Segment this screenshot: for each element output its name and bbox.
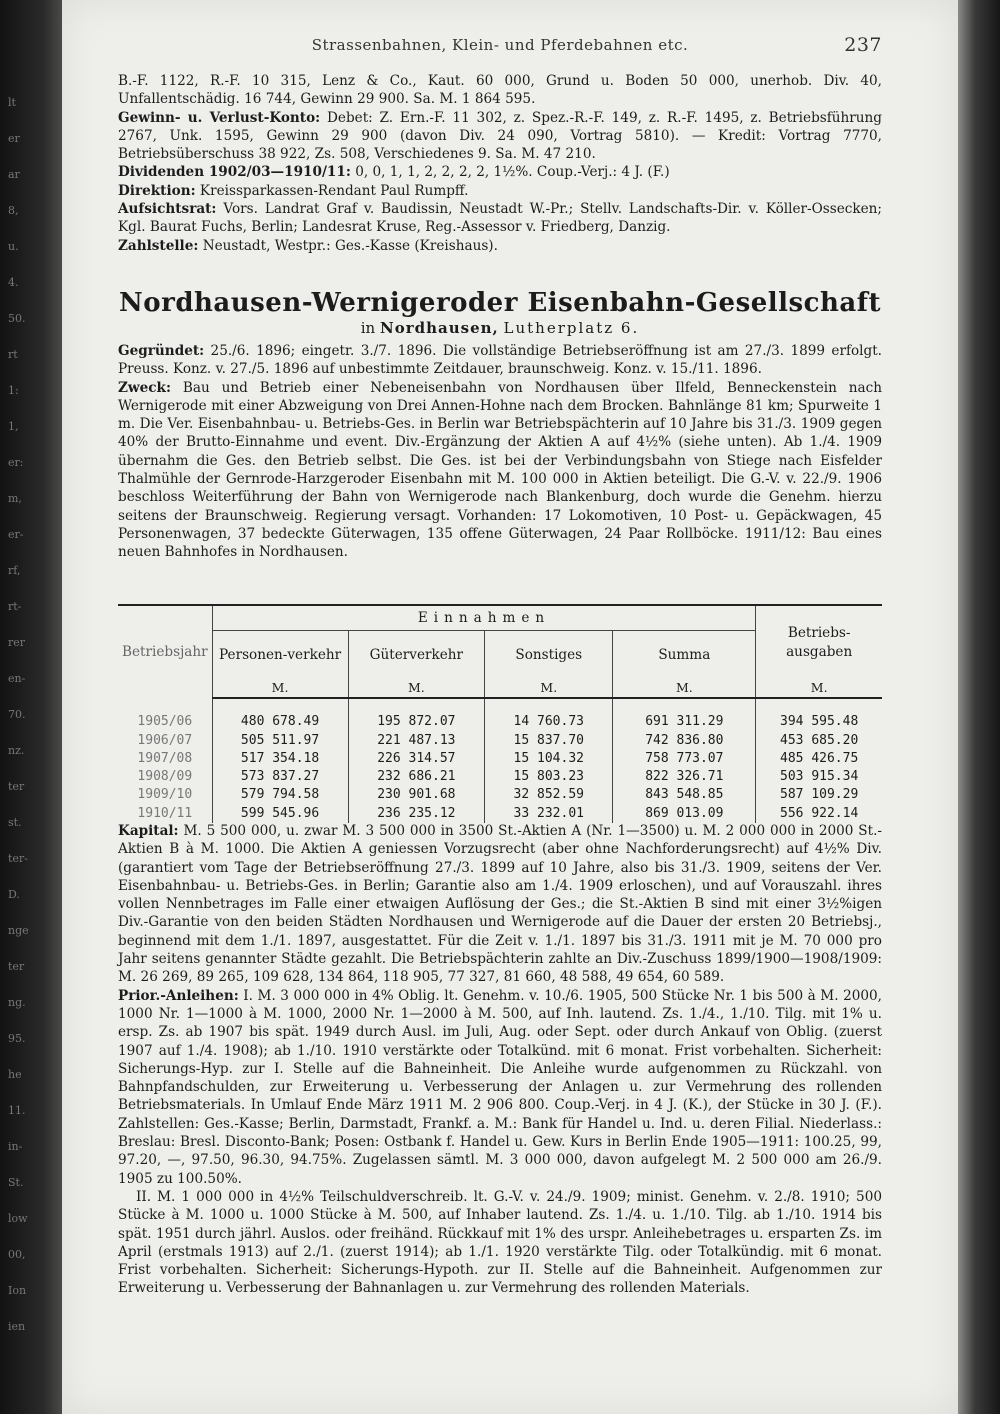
- margin-fragment: 70.: [8, 708, 26, 721]
- cell-summa: 843 548.85: [613, 786, 756, 804]
- page-number: 237: [844, 34, 882, 56]
- revenue-table-wrap: [118, 604, 882, 823]
- margin-fragment: ng.: [8, 996, 26, 1009]
- zweck-paragraph: [118, 379, 882, 562]
- prev-balance-lines: B.-F. 1122, R.-F. 10 315, Lenz & Co., Kaut. 60 000, Grund u. Boden 50 000, unerhob. Div. 40, Unfallentschädig. 16 744, Gewinn 29 900. Sa. M. 1 864 595.: [118, 73, 882, 108]
- prev-gewinn-verlust: [118, 109, 882, 164]
- margin-fragment: in-: [8, 1140, 23, 1153]
- zs-text: Neustadt, Westpr.: Ges.-Kasse (Kreishaus).: [202, 237, 498, 254]
- cell-sonstiges: 15 104.32: [485, 750, 613, 768]
- cell-personen: 573 837.27: [212, 768, 348, 786]
- margin-fragment: er-: [8, 528, 24, 541]
- prev-dividenden: [118, 163, 882, 181]
- margin-fragment: low: [8, 1212, 28, 1225]
- margin-fragment: he: [8, 1068, 22, 1081]
- div-label: Dividenden 1902/03—1910/11:: [118, 164, 351, 181]
- company-entry: [118, 288, 882, 562]
- margin-fragment: 1,: [8, 420, 19, 433]
- cell-year: 1906/07: [137, 732, 193, 748]
- previous-entry: [118, 72, 882, 255]
- cell-summa: 869 013.09: [613, 805, 756, 823]
- cell-personen: 517 354.18: [212, 750, 348, 768]
- table-row: [118, 805, 882, 823]
- header-title: Strassenbahnen, Klein- und Pferdebahnen etc.: [311, 36, 689, 54]
- margin-fragment: m,: [8, 492, 22, 505]
- cell-ausgaben: 453 685.20: [756, 732, 882, 750]
- table-row: [118, 786, 882, 804]
- margin-fragment: St.: [8, 1176, 24, 1189]
- cell-sonstiges: 15 803.23: [485, 768, 613, 786]
- margin-fragment: rt-: [8, 600, 22, 613]
- cell-sonstiges: 14 760.73: [485, 698, 613, 731]
- cell-personen: 599 545.96: [212, 805, 348, 823]
- unit-personen: M.: [212, 679, 348, 698]
- ar-text: Vors. Landrat Graf v. Baudissin, Neustadt W.-Pr.; Stellv. Landschafts-Dir. v. Köller-Ossecken; Kgl. Baurat Fuchs, Berlin; Landesrat Kruse, Reg.-Assessor v. Friedberg, Danzig.: [118, 201, 882, 236]
- margin-fragment: nz.: [8, 744, 25, 757]
- cell-ausgaben: 394 595.48: [756, 698, 882, 731]
- cell-ausgaben: 485 426.75: [756, 750, 882, 768]
- zs-label: Zahlstelle:: [118, 237, 199, 254]
- margin-fragment: 95.: [8, 1032, 26, 1045]
- margin-fragment: rf,: [8, 564, 21, 577]
- margin-fragment: 00,: [8, 1248, 26, 1261]
- col-header-personen: Personen-verkehr: [212, 631, 348, 680]
- table-row: [118, 750, 882, 768]
- margin-fragment: rt: [8, 348, 18, 361]
- capital-entry: [118, 822, 882, 1298]
- gegr-label: Gegründet:: [118, 343, 205, 359]
- margin-fragment: en-: [8, 672, 26, 685]
- cell-summa: 742 836.80: [613, 732, 756, 750]
- location-prefix: in: [360, 319, 376, 337]
- running-header: [118, 36, 882, 58]
- revenue-table-body: [118, 698, 882, 823]
- col-header-gueter: Güterverkehr: [348, 631, 485, 680]
- cell-year: 1905/06: [137, 713, 193, 729]
- gegr-text: 25./6. 1896; eingetr. 3./7. 1896. Die vollständige Betriebseröffnung ist am 27./3. 1899 erfolgt. Preuss. Konz. v. 27./5. 1896 auf unbestimmte Zeitdauer, braunschweig. Konz. v. 15./11. 1896.: [118, 343, 883, 378]
- cell-year: 1908/09: [137, 769, 193, 785]
- div-text: 0, 0, 1, 1, 2, 2, 2, 2, 1½%. Coup.-Verj.: 4 J. (F.): [355, 164, 670, 181]
- cell-gueter: 236 235.12: [348, 805, 485, 823]
- kapital-paragraph: [118, 822, 882, 987]
- kapital-label: Kapital:: [118, 823, 179, 839]
- margin-fragment: 50.: [8, 312, 26, 325]
- prior-paragraph-1: [118, 987, 882, 1188]
- cell-year: 1909/10: [137, 787, 193, 803]
- col-header-year: Betriebsjahr: [118, 605, 212, 698]
- ar-label: Aufsichtsrat:: [118, 201, 217, 218]
- cell-personen: 579 794.58: [212, 786, 348, 804]
- margin-fragment: ien: [8, 1320, 26, 1333]
- cell-gueter: 195 872.07: [348, 698, 485, 731]
- cell-year: 1910/11: [137, 805, 193, 821]
- gegruendet-paragraph: [118, 342, 882, 379]
- cell-gueter: 226 314.57: [348, 750, 485, 768]
- prior-text-1: I. M. 3 000 000 in 4% Oblig. lt. Genehm. v. 10./6. 1905, 500 Stücke Nr. 1 bis 500 à M. 2000, 1000 Nr. 1—1000 à M. 1000, 2000 Nr. 1—2000 à M. 500, auf Inh. lautend. Zs. 1./4., 1./10. Tilg. mit 1% u. ersp. Zs. ab 1907 bis spät. 1949 durch Ausl. im Juli, Aug. oder Sept. oder durch Ankauf von Oblig. (zuerst 1907 auf 1./4. 1908); ab 1./10. 1910 verstärkte oder Totalkünd. mit 6 monat. Frist vorbehalten. Sicherheit: Sicherungs-Hyp. zur I. Stelle auf die Bahneinheit. Die Anleihe wurde aufgenommen zu Rückzahl. von Bahnpfandschulden, zur Erweiterung u. Verbesserung der Anlagen u. zur Vermehrung des rollenden Betriebsmaterials. In Umlauf Ende März 1911 M. 2 906 800. Coup.-Verj. in 4 J. (K.), der Stücke in 30 J. (F.). Zahlstellen: Ges.-Kasse; Berlin, Darmstadt, Frankf. a. M.: Bank für Handel u. Ind. u. deren Filial. Niederlass.: Breslau: Bresl. Disconto-Bank; Posen: Ostbank f. Handel u. Gew. Kurs in Berlin Ende 1905—1911: 100.25, 99, 97.20, —, 97.50, 96.30, 94.75%. Zugelassen sämtl. M. 3 000 000, davon aufgelegt M. 2 500 000 am 26./9. 1905 zu 100.50%.: [118, 987, 882, 1187]
- unit-sonstiges: M.: [485, 679, 613, 698]
- margin-fragment: 8,: [8, 204, 19, 217]
- cell-ausgaben: 503 915.34: [756, 768, 882, 786]
- margin-fragment: D.: [8, 888, 20, 901]
- table-row: [118, 732, 882, 750]
- prev-zahlstelle: [118, 237, 882, 255]
- cell-summa: 822 326.71: [613, 768, 756, 786]
- cell-gueter: 230 901.68: [348, 786, 485, 804]
- margin-fragment: ter: [8, 960, 25, 973]
- table-row: [118, 698, 882, 731]
- cell-year: 1907/08: [137, 750, 193, 766]
- col-header-summa: Summa: [613, 631, 756, 680]
- cell-sonstiges: 15 837.70: [485, 732, 613, 750]
- company-location: [118, 318, 882, 338]
- margin-fragment: 11.: [8, 1104, 26, 1117]
- cell-sonstiges: 32 852.59: [485, 786, 613, 804]
- margin-fragment: st.: [8, 816, 22, 829]
- cell-personen: 480 678.49: [212, 698, 348, 731]
- revenue-table: [118, 604, 882, 823]
- prior-label: Prior.-Anleihen:: [118, 987, 239, 1004]
- location-address: Lutherplatz 6.: [503, 319, 640, 337]
- unit-gueter: M.: [348, 679, 485, 698]
- margin-fragment: lt: [8, 96, 16, 109]
- cell-gueter: 232 686.21: [348, 768, 485, 786]
- cell-ausgaben: 556 922.14: [756, 805, 882, 823]
- unit-summa: M.: [613, 679, 756, 698]
- margin-fragment: ter-: [8, 852, 28, 865]
- cell-personen: 505 511.97: [212, 732, 348, 750]
- margin-fragment: Ion: [8, 1284, 27, 1297]
- cell-gueter: 221 487.13: [348, 732, 485, 750]
- margin-fragment: ar: [8, 168, 20, 181]
- scan-right-edge: [958, 0, 1000, 1414]
- zweck-label: Zweck:: [118, 379, 171, 396]
- prev-aufsichtsrat: [118, 200, 882, 237]
- col-group-einnahmen: Einnahmen: [212, 605, 756, 631]
- prev-direktion: [118, 182, 882, 200]
- margin-fragment: 4.: [8, 276, 19, 289]
- gv-text: Debet: Z. Ern.-F. 11 302, z. Spez.-R.-F. 149, z. R.-F. 1495, z. Betriebsführung 2767, Unk. 1595, Gewinn 29 900 (davon Div. 24 090, Vortrag 5810). — Kredit: Vortrag 7770, Betriebsüberschuss 38 922, Zs. 508, Verschiedenes 9. Sa. M. 47 210.: [118, 109, 882, 163]
- prior-paragraph-2: II. M. 1 000 000 in 4½% Teilschuldverschreib. lt. G.-V. v. 24./9. 1909; minist. Genehm. v. 2./8. 1910; 500 Stücke à M. 1000 u. 1000 Stücke à M. 500, auf Inhaber lautend. Zs. 1./4. u. 1./10. Tilg. ab 1./10. 1914 bis spät. 1951 durch jährl. Auslos. oder freihänd. Rückkauf mit 1% des urspr. Anleihebetrages u. ersparten Zs. im April (erstmals 1913) auf 2./1. (zuerst 1914); ab 1./1. 1920 verstärkte Tilg. oder Totalkündig. mit 6 monat. Frist vorbehalten. Sicherheit: Sicherungs-Hypoth. zur II. Stelle auf die Bahneinheit. Aufgenommen zur Erweiterung u. Verbesserung der Bahnanlagen u. zur Vermehrung des rollenden Materials.: [118, 1188, 882, 1297]
- cell-summa: 758 773.07: [613, 750, 756, 768]
- kapital-text: M. 5 500 000, u. zwar M. 3 500 000 in 3500 St.-Aktien A (Nr. 1—3500) u. M. 2 000 000 in 2000 St.-Aktien B à M. 1000. Die Aktien A geniessen Vorzugsrecht (aber ohne Nachforderungsrecht) auf 4½% Div. (garantiert vom Tage der Betriebseröffnung 27./3. 1899 auf 10 Jahre, also bis 31./3. 1909, seitens der Ver. Eisenbahnbau- u. Betriebs-Ges. in Berlin; Garantie also am 1./4. 1909 erloschen), und auf Vorauszahl. ihres vollen Nennbetrages im Falle einer etwaigen Auflösung der Ges.; die St.-Aktien B sind mit einer 3½%igen Div.-Garantie von den beiden Städten Nordhausen und Wernigerode auf die Dauer der ersten 20 Betriebsj., beginnend mit dem 1./1. 1897, ausgestattet. Für die Zeit v. 1./1. 1897 bis 31./3. 1911 mit je M. 70 000 pro Jahr seitens genannter Städte gezahlt. Die Betriebspächterin zahlte an Div.-Zuschuss 1899/1900—1908/1909: M. 26 269, 89 265, 109 628, 134 864, 118 905, 77 327, 81 660, 48 588, 49 654, 60 589.: [118, 823, 882, 986]
- margin-fragment: nge: [8, 924, 29, 937]
- margin-fragment: u.: [8, 240, 19, 253]
- margin-fragment: er: [8, 132, 20, 145]
- gv-label: Gewinn- u. Verlust-Konto:: [118, 109, 321, 126]
- margin-fragment: er:: [8, 456, 24, 469]
- unit-ausgaben: M.: [756, 679, 882, 698]
- zweck-text: Bau und Betrieb einer Nebeneisenbahn von Nordhausen über Ilfeld, Benneckenstein nach Wernigerode mit einer Abzweigung von Drei Annen-Hohne nach dem Brocken. Bahnlänge 81 km; Spurweite 1 m. Die Ver. Eisenbahnbau- u. Betriebs-Ges. in Berlin war Betriebspächterin auf 10 Jahre bis 31./3. 1909 gegen 40% der Brutto-Einnahme und event. Div.-Ergänzung der Aktien A auf 4½% (siehe unten). Ab 1./4. 1909 übernahm die Ges. den Betrieb selbst. Die Ges. ist bei der Verbindungsbahn von Stiege nach Eisfelder Thalmühle der Gernrode-Harzgeroder Eisenbahn mit M. 100 000 in Aktien beteiligt. Die G.-V. v. 22./9. 1906 beschloss Weiterführung der Bahn von Wernigerode nach Blankenburg, doch wurde die Genehm. hierzu seitens der Braunschweig. Regierung versagt. Vorhanden: 17 Lokomotiven, 10 Post- u. Gepäckwagen, 45 Personenwagen, 37 bedeckte Güterwagen, 135 offene Güterwagen, 24 Paar Rollböcke. 1911/12: Bau eines neuen Bahnhofes in Nordhausen.: [118, 379, 882, 561]
- dir-label: Direktion:: [118, 182, 196, 199]
- cell-summa: 691 311.29: [613, 698, 756, 731]
- cell-sonstiges: 33 232.01: [485, 805, 613, 823]
- margin-fragment: ter: [8, 780, 25, 793]
- dir-text: Kreissparkassen-Rendant Paul Rumpff.: [199, 182, 469, 199]
- company-title: Nordhausen-Wernigeroder Eisenbahn-Gesellschaft: [119, 288, 881, 318]
- col-header-sonstiges: Sonstiges: [485, 631, 613, 680]
- margin-fragment: 1:: [8, 384, 19, 397]
- col-header-ausgaben: Betriebs-ausgaben: [756, 605, 882, 679]
- margin-fragment: rer: [8, 636, 26, 649]
- cell-ausgaben: 587 109.29: [756, 786, 882, 804]
- table-row: [118, 768, 882, 786]
- location-city: Nordhausen,: [379, 319, 499, 337]
